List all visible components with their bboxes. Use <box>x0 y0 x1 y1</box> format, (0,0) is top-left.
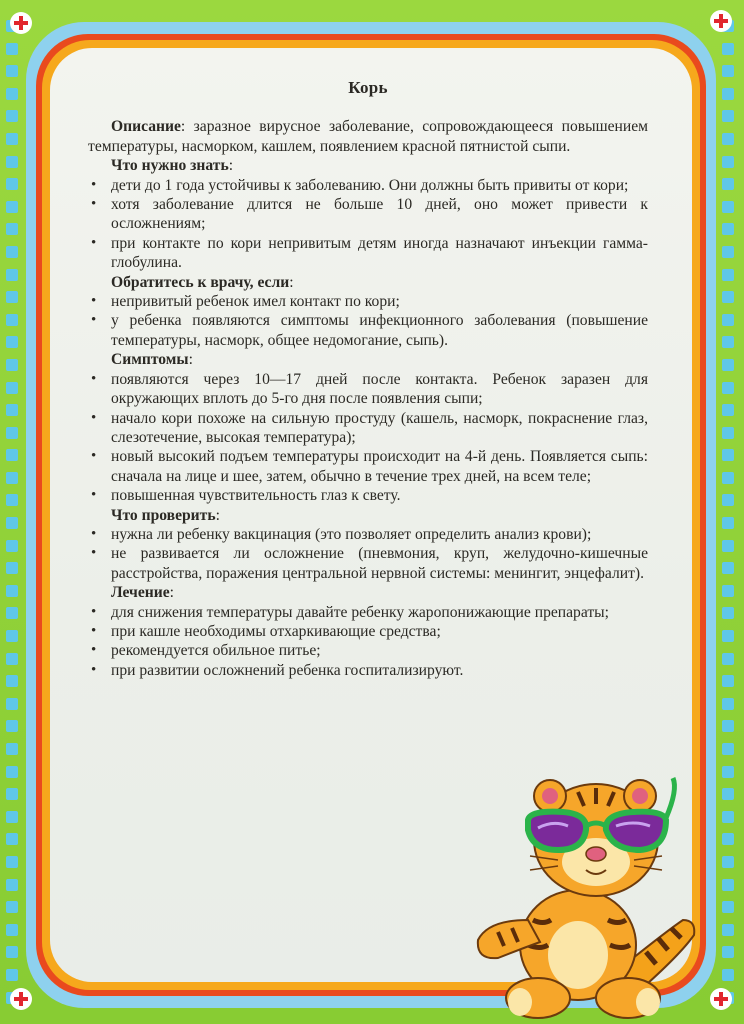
film-hole <box>6 336 18 348</box>
film-hole <box>722 811 734 823</box>
film-hole <box>6 133 18 145</box>
section-heading <box>111 273 648 292</box>
film-hole <box>722 291 734 303</box>
film-hole <box>722 65 734 77</box>
film-hole <box>6 382 18 394</box>
film-hole <box>722 494 734 506</box>
film-hole <box>722 382 734 394</box>
section-heading-text: Обратитесь к врачу, если <box>111 273 290 291</box>
film-hole <box>6 404 18 416</box>
medical-cross-icon <box>710 988 732 1010</box>
section-heading-text: Симптомы <box>111 351 189 369</box>
bullet-item: • не развивается ли осложнение (пневмония, круп, желудочно-кишечные расстройства, поражения центральной нервной системы: менингит, энцефалит). <box>88 544 648 583</box>
film-hole <box>6 698 18 710</box>
bullet-item: • при кашле необходимы отхаркивающие средства; <box>88 622 648 641</box>
medical-cross-icon <box>710 10 732 32</box>
film-hole <box>6 246 18 258</box>
film-hole <box>722 607 734 619</box>
bullet-item: • для снижения температуры давайте ребенку жаропонижающие препараты; <box>88 603 648 622</box>
sections-container <box>88 156 648 680</box>
film-hole <box>6 607 18 619</box>
description-label: Описание <box>111 118 181 136</box>
bullet-item: • появляются через 10—17 дней после контакта. Ребенок заразен для окружающих вплоть до 5-го дня после появления сыпи; <box>88 370 648 409</box>
film-hole <box>6 811 18 823</box>
film-hole <box>6 269 18 281</box>
film-hole <box>6 630 18 642</box>
film-hole <box>6 223 18 235</box>
film-hole <box>722 766 734 778</box>
film-hole <box>6 314 18 326</box>
film-hole <box>6 359 18 371</box>
bullet-item: • новый высокий подъем температуры происходит на 4-й день. Появляется сыпь: сначала на лице и шее, затем, обычно в течение трех дней, на всем теле; <box>88 447 648 486</box>
bullet-item: • при развитии осложнений ребенка госпитализируют. <box>88 661 648 680</box>
film-hole <box>722 720 734 732</box>
film-hole <box>722 336 734 348</box>
section-heading <box>111 506 648 525</box>
film-hole <box>6 540 18 552</box>
film-hole <box>722 562 734 574</box>
section-heading-text: Что проверить <box>111 506 216 524</box>
film-hole <box>6 156 18 168</box>
film-hole <box>722 788 734 800</box>
left-film-strip <box>6 20 20 1004</box>
film-hole <box>6 201 18 213</box>
film-hole <box>6 766 18 778</box>
section-heading <box>111 583 648 602</box>
film-hole <box>6 969 18 981</box>
film-hole <box>722 178 734 190</box>
film-hole <box>722 698 734 710</box>
film-hole <box>6 879 18 891</box>
film-hole <box>722 359 734 371</box>
film-hole <box>722 43 734 55</box>
film-hole <box>6 720 18 732</box>
film-hole <box>722 449 734 461</box>
heading-colon: : <box>188 351 193 369</box>
medical-cross-icon <box>10 988 32 1010</box>
film-hole <box>6 924 18 936</box>
film-hole <box>722 585 734 597</box>
description-text: : заразное вирусное заболевание, сопровождающееся повышением температуры, насморком, кашлем, появлением красной пятнистой сыпи. <box>88 118 648 155</box>
bullet-item: • повышенная чувствительность глаз к свету. <box>88 486 648 505</box>
film-hole <box>722 269 734 281</box>
film-hole <box>722 201 734 213</box>
film-hole <box>6 743 18 755</box>
section-heading-text: Что нужно знать <box>111 157 229 175</box>
film-hole <box>722 653 734 665</box>
section-heading <box>111 350 648 369</box>
film-hole <box>6 856 18 868</box>
film-hole <box>722 517 734 529</box>
bullet-item: • рекомендуется обильное питье; <box>88 641 648 660</box>
film-hole <box>6 833 18 845</box>
description-paragraph <box>88 117 648 156</box>
film-hole <box>722 924 734 936</box>
film-hole <box>722 223 734 235</box>
film-hole <box>6 585 18 597</box>
film-hole <box>6 788 18 800</box>
film-hole <box>6 562 18 574</box>
film-hole <box>6 472 18 484</box>
film-hole <box>722 630 734 642</box>
film-hole <box>722 246 734 258</box>
film-hole <box>722 472 734 484</box>
film-hole <box>722 675 734 687</box>
film-hole <box>6 88 18 100</box>
film-hole <box>722 404 734 416</box>
bullet-item: • дети до 1 года устойчивы к заболеванию. Они должны быть привиты от кори; <box>88 176 648 195</box>
film-hole <box>722 540 734 552</box>
film-hole <box>722 901 734 913</box>
film-hole <box>6 291 18 303</box>
bullet-item: • при контакте по кори непривитым детям иногда назначают инъекции гамма-глобулина. <box>88 234 648 273</box>
article <box>88 74 648 680</box>
film-hole <box>722 156 734 168</box>
film-hole <box>6 653 18 665</box>
film-hole <box>722 879 734 891</box>
film-hole <box>722 946 734 958</box>
film-hole <box>6 449 18 461</box>
heading-colon: : <box>169 584 174 602</box>
bullet-item: • у ребенка появляются симптомы инфекционного заболевания (повышение температуры, насморк, общее недомогание, сыпь). <box>88 311 648 350</box>
film-hole <box>722 133 734 145</box>
film-hole <box>6 494 18 506</box>
heading-colon: : <box>215 506 220 524</box>
bullet-item: • начало кори похоже на сильную простуду (кашель, насморк, покраснение глаз, слезотечение, высокая температура); <box>88 409 648 448</box>
film-hole <box>6 178 18 190</box>
film-hole <box>6 946 18 958</box>
film-hole <box>722 833 734 845</box>
bullet-item: • хотя заболевание длится не больше 10 дней, оно может привести к осложнениям; <box>88 195 648 234</box>
page-title: Корь <box>348 78 388 97</box>
film-hole <box>6 43 18 55</box>
medical-cross-icon <box>10 12 32 34</box>
film-hole <box>722 427 734 439</box>
film-hole <box>6 65 18 77</box>
film-hole <box>722 856 734 868</box>
film-hole <box>722 314 734 326</box>
film-hole <box>6 901 18 913</box>
bullet-item: • нужна ли ребенку вакцинация (это позволяет определить анализ крови); <box>88 525 648 544</box>
section-heading <box>111 156 648 175</box>
film-hole <box>722 969 734 981</box>
film-hole <box>6 675 18 687</box>
film-hole <box>6 110 18 122</box>
heading-colon: : <box>289 273 294 291</box>
film-hole <box>6 427 18 439</box>
film-hole <box>722 743 734 755</box>
heading-colon: : <box>228 157 234 175</box>
section-heading-text: Лечение <box>111 584 170 602</box>
film-hole <box>6 517 18 529</box>
bullet-item: • непривитый ребенок имел контакт по кори; <box>88 292 648 311</box>
film-hole <box>722 110 734 122</box>
tiger-with-sunglasses-illustration <box>468 770 708 1020</box>
right-film-strip <box>722 20 736 1004</box>
film-hole <box>722 88 734 100</box>
